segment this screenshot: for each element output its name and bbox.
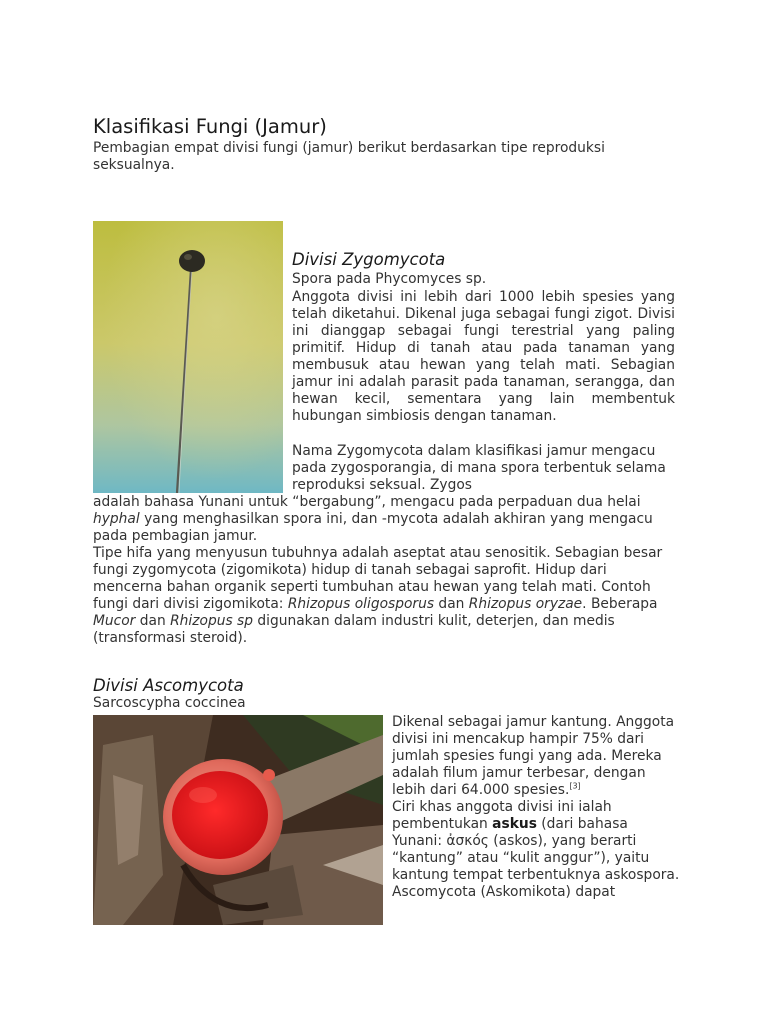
ascomycota-paragraph-2: Ciri khas anggota divisi ini ialah pembentukan askus (dari bahasa Yunani: ἀσκός (askos), yang berarti “kantung” atau “kulit anggur”), yaitu kantung tempat terbentuknya askospora. (392, 799, 680, 883)
term-hyphal: hyphal (93, 511, 140, 527)
zygomycota-heading: Divisi Zygomycota (292, 250, 446, 269)
species-name: Rhizopus oligosporus (287, 596, 435, 612)
ascomycota-paragraph-3: Ascomycota (Askomikota) dapat (392, 884, 616, 900)
page-title: Klasifikasi Fungi (Jamur) (93, 115, 327, 138)
species-name: Rhizopus sp (170, 613, 253, 629)
ascomycota-caption: Sarcoscypha coccinea (93, 695, 246, 711)
phycomyces-photo (93, 221, 283, 493)
zygomycota-paragraph-4: Tipe hifa yang menyusun tubuhnya adalah aseptat atau senositik. Sebagian besar fungi zygomycota (zigomikota) hidup di tanah sebagai saprofit. Hidup dari mencerna bahan organik seperti tumbuhan atau hewan yang telah mati. Contoh fungi dari divisi zigomikota: Rhizopus oligosporus dan Rhizopus oryzae. Beberapa Mucor dan Rhizopus sp digunakan dalam industri kulit, deterjen, dan medis (transformasi steroid). (93, 545, 663, 646)
species-name: Rhizopus oryzae (468, 596, 583, 612)
ascomycota-heading: Divisi Ascomycota (93, 676, 244, 695)
ascomycota-text (392, 714, 682, 901)
intro-text: Pembagian empat divisi fungi (jamur) berikut berdasarkan tipe reproduksi seksualnya. (93, 140, 605, 173)
footnote-link[interactable]: [3] (569, 781, 581, 791)
zygomycota-paragraph-2: Nama Zygomycota dalam klasifikasi jamur mengacu pada zygosporangia, di mana spora terbentuk selama reproduksi seksual. Zygos (292, 443, 666, 493)
ascomycota-paragraph-1: Dikenal sebagai jamur kantung. Anggota divisi ini mencakup hampir 75% dari jumlah spesies fungi yang ada. Mereka adalah filum jamur terbesar, dengan lebih dari 64.000 spesies.[3] (392, 714, 675, 798)
genus-name: Mucor (93, 613, 136, 629)
term-askus: askus (492, 816, 537, 832)
zygomycota-paragraph-1: Anggota divisi ini lebih dari 1000 lebih spesies yang telah diketahui. Dikenal juga sebagai fungi zigot. Divisi ini dianggap sebagai fungi terestrial yang paling primitif. Hidup di tanah atau pada tanaman yang membusuk atau hewan yang telah mati. Sebagian jamur ini adalah parasit pada tanaman, serangga, dan hewan kecil, sementara yang lain membentuk hubungan simbiosis dengan tanaman. (292, 289, 675, 424)
zygomycota-caption: Spora pada Phycomyces sp. (292, 271, 487, 287)
sarcoscypha-photo (93, 715, 383, 925)
zygomycota-paragraph-3: adalah bahasa Yunani untuk “bergabung”, mengacu pada perpaduan dua helai hyphal yang menghasilkan spora ini, dan -mycota adalah akhiran yang mengacu pada pembagian jamur. (93, 494, 653, 544)
